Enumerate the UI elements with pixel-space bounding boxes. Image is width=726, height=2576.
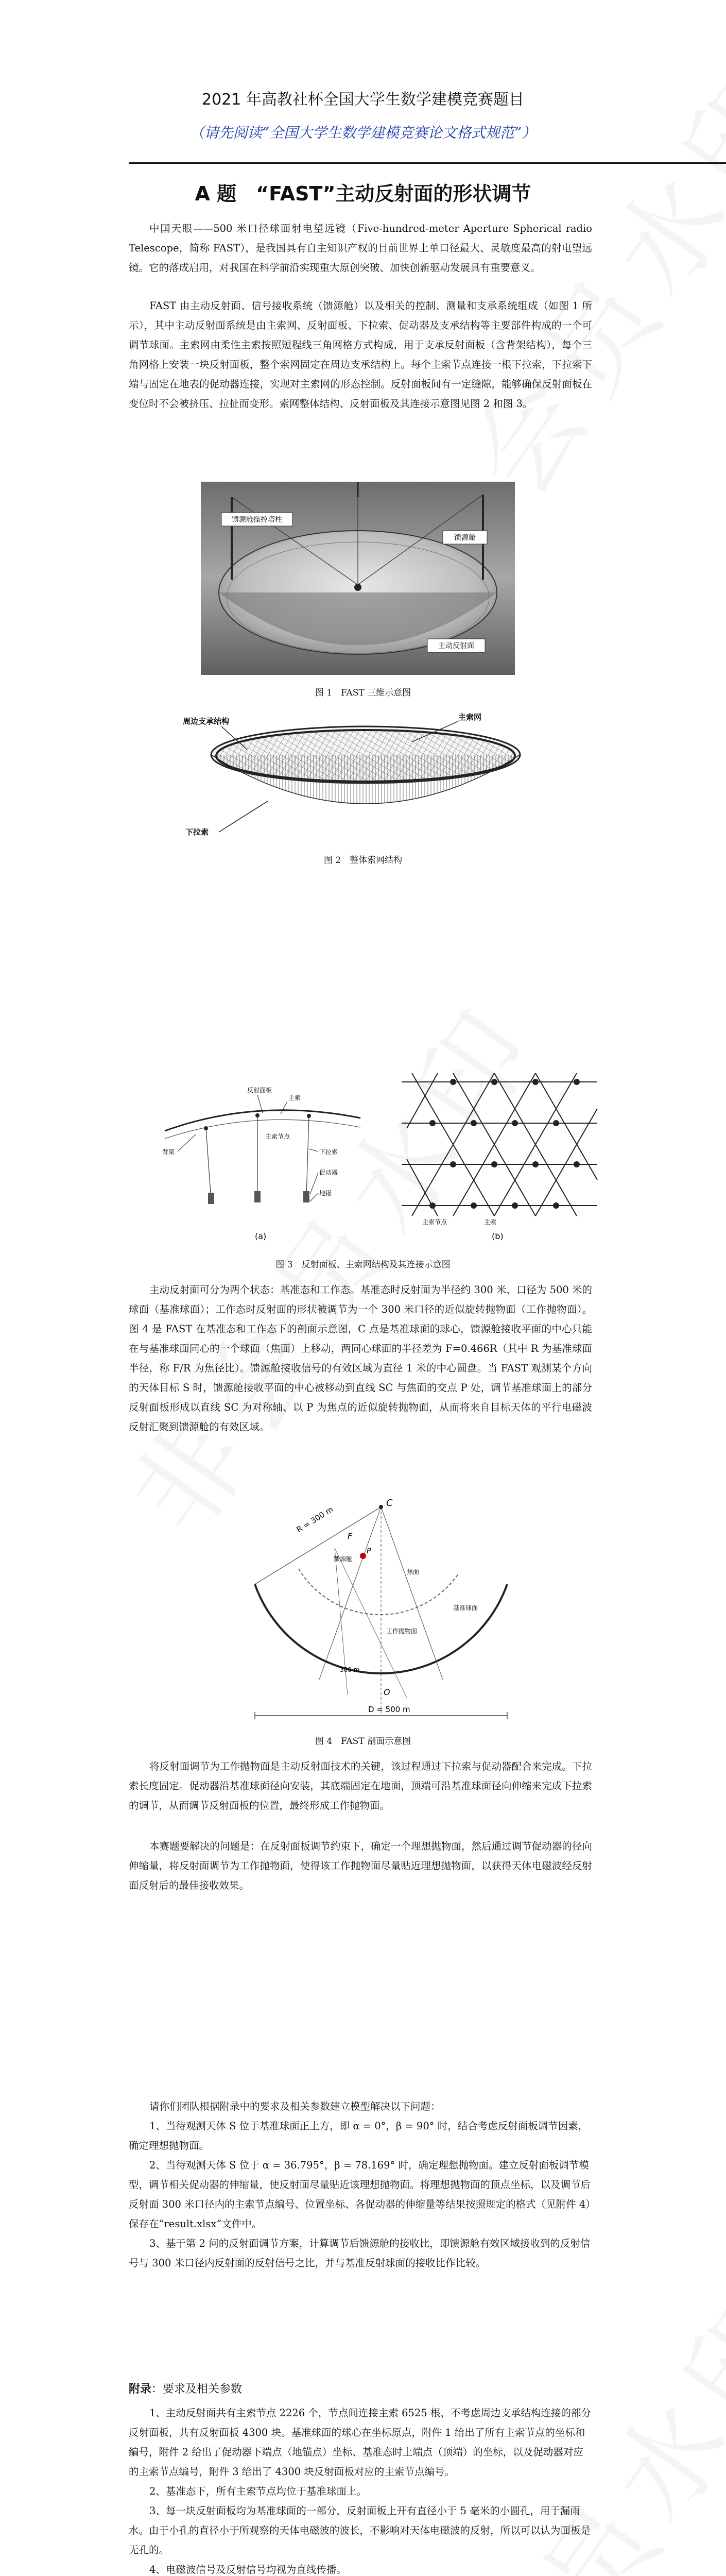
fig3a-label: 下拉索 — [319, 1148, 338, 1156]
fig2-caption: 图 2 整体索网结构 — [323, 855, 403, 866]
appendix-item: 2、基准态下，所有主索节点均位于基准球面上。 — [149, 2485, 367, 2497]
fig4-label: P — [367, 1547, 371, 1555]
fig3b-sub: (b) — [492, 1231, 504, 1241]
fig3-caption: 图 3 反射面板、主索网结构及其连接示意图 — [275, 1260, 451, 1270]
requirement-intro: 请你们团队根据附录中的要求及相关参数建立模型解决以下问题： — [149, 2100, 441, 2112]
body-paragraph: 将反射面调节为工作抛物面是主动反射面技术的关键，该过程通过下拉索与促动器配合来完成。下拉索长度固定。促动器沿基准球面径向安装，其底端固定在地面，顶端可沿基准球面径向伸缩来完成下拉索的调节，从而调节反射面板的位置，最终形成工作抛物面。 — [129, 1760, 592, 1811]
fig4-label: R = 300 m — [295, 1504, 335, 1535]
fig4-label: F — [348, 1531, 353, 1541]
fig1-fast-3d — [201, 482, 515, 675]
fig4-label: C — [386, 1498, 393, 1509]
appendix-item: 3、每一块反射面板均为基准球面的一部分，反射面板上开有直径小于 5 毫米的小圆孔，用于漏雨水。由于小孔的直径小于所观察的天体电磁波的波长，不影响对天体电磁波的反射，所以可以认为面板是无孔的。 — [129, 2505, 591, 2556]
fig3a-label: 主索节点 — [265, 1133, 290, 1140]
fig1-label: 馈源舱 — [454, 534, 476, 542]
fig1-label: 馈源舱操控塔柱 — [232, 516, 282, 524]
fig3a-sub: (a) — [255, 1231, 267, 1241]
appendix-item: 1、主动反射面共有主索节点 2226 个，节点间连接主索 6525 根，不考虑周边支承结构连接的部分反射面板，共有反射面板 4300 块。基准球面的球心在坐标原点，附件 1 给出了所有主索节点的坐标和编号，附件 2 给出了促动器下端点（地锚点）坐标、基准态时上端点（顶端）的坐标，以及促动器对应的主索节点编号，附件 3 给出了 4300 块反射面板对应的主索节点编号。 — [129, 2407, 591, 2478]
appendix-list — [129, 2403, 592, 2576]
fig4-cross-section — [237, 1492, 525, 1723]
fig4-caption: 图 4 FAST 剖面示意图 — [315, 1736, 411, 1747]
question-item: 3、基于第 2 问的反射面调节方案，计算调节后馈源舱的接收比，即馈源舱有效区域接收到的反射信号与 300 米口径内反射面的反射信号之比，并与基准反射球面的接收比作比较。 — [129, 2238, 591, 2269]
header-rule — [129, 162, 726, 164]
fig4-label: D = 500 m — [368, 1705, 410, 1714]
problem-title: A 题 “FAST”主动反射面的形状调节 — [195, 182, 531, 205]
body-paragraph: 主动反射面可分为两个状态：基准态和工作态。基准态时反射面为半径约 300 米、口径为 500 米的球面（基准球面）；工作态时反射面的形状被调节为一个 300 米口径的近似旋转抛物面（工作抛物面）。图 4 是 FAST 在基准态和工作态下的剖面示意图，C 点是基准球面的球心，馈源舱接收平面的中心只能在与基准球面同心的一个球面（焦面）上移动，两同心球面的半径差为 F=0.466R（其中 R 为基准球面半径，称 F/R 为焦径比）。馈源舱接收信号的有效区域为直径 1 米的中心圆盘。当 FAST 观测某个方向的天体目标 S 时，馈源舱接收平面的中心被移动到直线 SC 与焦面的交点 P 处，调节基准球面上的部分反射面板形成以直线 SC 为对称轴、以 P 为焦点的近似旋转抛物面，从而将来自目标天体的平行电磁波反射汇聚到馈源舱的有效区域。 — [129, 1284, 592, 1433]
fig2-label: 下拉索 — [185, 827, 209, 837]
appendix-title — [129, 2380, 242, 2396]
fig1-label: 主动反射面 — [438, 642, 474, 650]
question-item: 2、当待观测天体 S 位于 α = 36.795°，β = 78.169° 时，确定理想抛物面。建立反射面板调节模型，调节相关促动器的伸缩量，使反射面尽量贴近该理想抛物面。将理想抛物面的顶点坐标，以及调节后反射面 300 米口径内的主索节点编号、位置坐标、各促动器的伸缩量等结果按照规定的格式（见附件 4）保存在“result.xlsx”文件中。 — [129, 2159, 591, 2230]
fig4-label: 基准球面 — [453, 1604, 478, 1612]
fig4-label: 300 m — [340, 1666, 360, 1673]
fig3a-label: 反射面板 — [247, 1087, 272, 1094]
intro-paragraph: 中国天眼——500 米口径球面射电望远镜（Five-hundred-meter Aperture Spherical radio Telescope，简称 FAST），是我国具有自主知识产权的目前世界上单口径最大、灵敏度最高的射电望远镜。它的落成启用，对我国在科学前沿实现重大原创突破、加快创新驱动发展具有重要意义。 — [129, 223, 592, 274]
fig4-label: O — [384, 1687, 390, 1697]
intro-paragraph: FAST 由主动反射面、信号接收系统（馈源舱）以及相关的控制、测量和支承系统组成（如图 1 所示），其中主动反射面系统是由主索网、反射面板、下拉索、促动器及支承结构等主要部件构成的一个可调节球面。主索网由柔性主索按照短程线三角网格方式构成，用于支承反射面板（含背架结构），每个三角网格上安装一块反射面板，整个索网固定在周边支承结构上。每个主索节点连接一根下拉索，下拉索下端与固定在地表的促动器连接，实现对主索网的形态控制。反射面板间有一定缝隙，能够确保反射面板在变位时不会被挤压、拉扯而变形。索网整体结构、反射面板及其连接示意图见图 2 和图 3。 — [129, 300, 592, 410]
body-paragraph-text: 本赛题要解决的问题是：在反射面板调节约束下，确定一个理想抛物面，然后通过调节促动器的径向伸缩量，将反射面调节为工作抛物面，使得该工作抛物面尽量贴近理想抛物面，以获得天体电磁波经反射面反射后的最佳接收效果。 — [129, 1840, 592, 1891]
fig4-label: 馈源舱 — [334, 1555, 353, 1563]
fig3-panel-and-net — [154, 1072, 608, 1247]
fig4-label: 焦面 — [407, 1568, 420, 1575]
questions-list — [129, 2097, 592, 2273]
fig2-label: 周边支承结构 — [183, 717, 230, 726]
appendix-title-bold: 附录 — [129, 2383, 152, 2396]
fig1-caption: 图 1 FAST 三维示意图 — [315, 688, 411, 698]
fig2-label: 主索网 — [458, 713, 482, 722]
fig3b-label: 主索节点 — [422, 1218, 447, 1226]
fig4-label: 工作抛物面 — [386, 1628, 418, 1635]
fig3a-label: 促动器 — [319, 1169, 338, 1176]
fig3a-label: 主索 — [288, 1094, 301, 1101]
fig3b-label: 主索 — [484, 1218, 497, 1226]
fig2-cable-net — [170, 708, 541, 845]
contest-title: 2021 年高教社杯全国大学生数学建模竞赛题目 — [202, 91, 524, 109]
appendix-item: 4、电磁波信号及反射信号均视为直线传播。 — [149, 2564, 347, 2575]
contest-subtitle: （请先阅读“全国大学生数学建模竞赛论文格式规范”） — [189, 124, 537, 141]
fig3a-label: 背架 — [162, 1148, 175, 1156]
question-item: 1、当待观测天体 S 位于基准球面正上方，即 α = 0°，β = 90° 时，结合考虑反射面板调节因素，确定理想抛物面。 — [129, 2120, 589, 2151]
appendix-title-rest: ：要求及相关参数 — [151, 2383, 243, 2396]
fig3a-label: 地锚 — [319, 1190, 332, 1197]
